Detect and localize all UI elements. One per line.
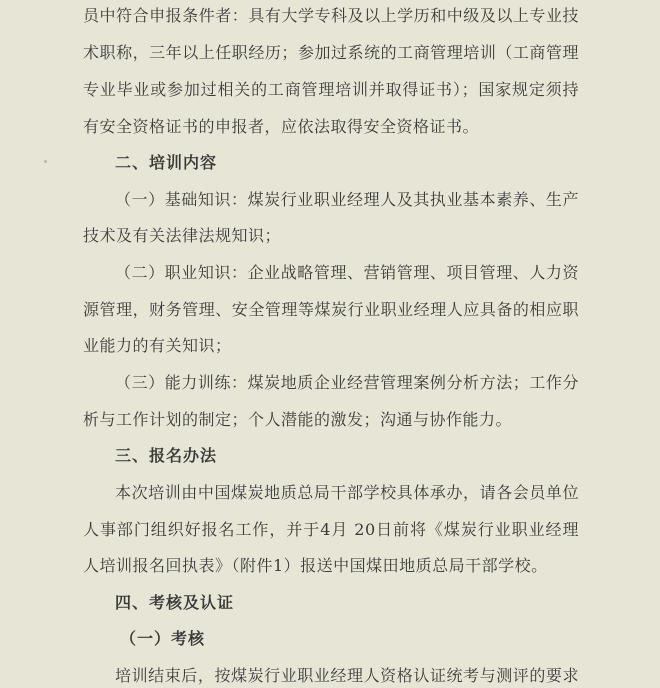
body-line: （三）能力训练：煤炭地质企业经营管理案例分析方法；工作分 <box>115 373 579 392</box>
body-line: 有安全资格证书的申报者，应依法取得安全资格证书。 <box>83 117 480 136</box>
body-line: 人培训报名回执表》（附件1）报送中国煤田地质总局干部学校。 <box>83 556 548 575</box>
body-line: 源管理，财务管理、安全管理等煤炭行业职业经理人应具备的相应职 <box>83 300 579 319</box>
body-line: 人事部门组织好报名工作，并于4月 20日前将《煤炭行业职业经理 <box>83 520 579 539</box>
body-line: 技术及有关法律法规知识； <box>83 226 282 245</box>
body-line: 析与工作计划的制定；个人潜能的激发；沟通与协作能力。 <box>83 410 513 429</box>
section-heading-registration: 三、报名办法 <box>115 446 218 465</box>
body-line: 员中符合申报条件者：具有大学专科及以上学历和中级及以上专业技 <box>83 6 579 25</box>
scan-speck <box>44 160 47 163</box>
section-heading-training-content: 二、培训内容 <box>115 153 218 172</box>
body-line: 业能力的有关知识； <box>83 336 232 355</box>
body-line: 培训结束后，按煤炭行业职业经理人资格认证统考与测评的要求 <box>115 666 579 685</box>
subheading-assessment: （一）考核 <box>120 629 206 648</box>
body-line: 本次培训由中国煤炭地质总局干部学校具体承办，请各会员单位 <box>115 483 579 502</box>
section-heading-assessment: 四、考核及认证 <box>115 593 235 612</box>
body-line: 专业毕业或参加过相关的工商管理培训并取得证书）；国家规定须持 <box>83 80 579 99</box>
body-line: （二）职业知识：企业战略管理、营销管理、项目管理、人力资 <box>115 263 579 282</box>
body-line: 术职称，三年以上任职经历；参加过系统的工商管理培训（工商管理 <box>83 43 579 62</box>
body-line: （一）基础知识：煤炭行业职业经理人及其执业基本素养、生产 <box>115 190 579 209</box>
